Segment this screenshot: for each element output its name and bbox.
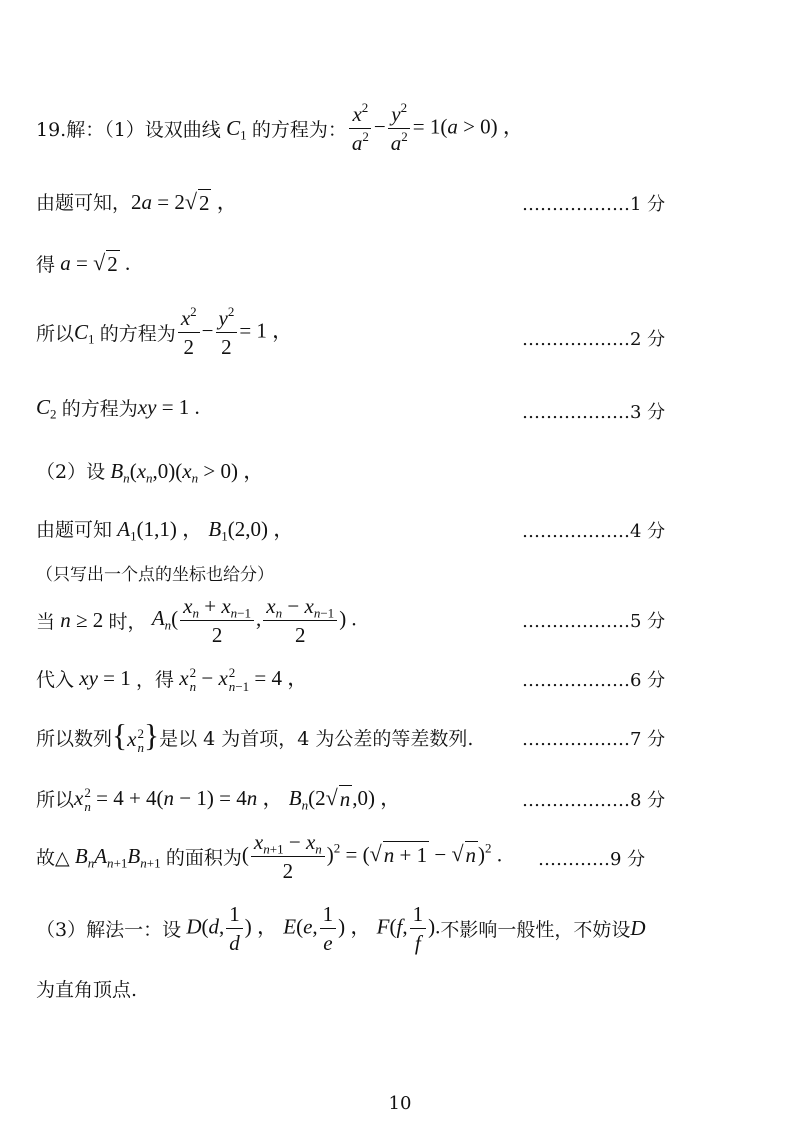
line-3-text: 得	[36, 254, 56, 276]
formula-an: $A_n$( $\frac{x_n + x_{n-1}}{2}$ , $\frac{x_n - x_{n-1}}{2}$ ) .	[151, 594, 357, 648]
score-4: ………………4 分	[522, 521, 666, 542]
score-3: ………………3 分	[522, 402, 666, 423]
score-5: ………………5 分	[522, 611, 666, 632]
solution-note	[36, 560, 274, 585]
solution-line-6	[36, 455, 264, 485]
formula-xy-1: xy = 1 .	[137, 395, 200, 419]
line-10-text-2: ，得	[136, 668, 175, 691]
solution-line-5	[36, 394, 200, 421]
formula-d: D	[630, 916, 646, 941]
line-2-text: 由题可知，	[36, 191, 132, 214]
score-2: ………………2 分	[522, 329, 666, 350]
line-4-text: 所以	[36, 323, 75, 346]
formula-c2-label: $C_2$	[36, 395, 57, 422]
formula-c1-equation: $\frac{x^2}{2}$ − $\frac{y^2}{2}$ = 1 ，	[176, 306, 293, 359]
line-6-text: （2）设	[36, 460, 106, 483]
line-13-text-2: 的面积为	[165, 847, 242, 870]
solution-line-13	[36, 830, 502, 883]
formula-2a: 2a = 2 √ 2 ，	[131, 189, 238, 215]
solution-line-15	[36, 975, 137, 1002]
formula-xn-squared: x 2 n = 4 + 4(n − 1) = 4n ， $B_n(2$ √ n ,0) ，	[74, 784, 402, 815]
line-12-text: 所以	[36, 788, 75, 811]
line-11-text: 所以数列	[36, 728, 113, 751]
line-1-text-2: 的方程为：	[251, 119, 347, 142]
score-1: ………………1 分	[522, 194, 666, 215]
formula-xy-1-sub: xy = 1	[79, 665, 137, 690]
score-7: ………………7 分	[522, 729, 666, 750]
solution-line-11	[36, 720, 473, 756]
solution-line-9	[36, 594, 357, 647]
line-9-text-2: 时，	[108, 611, 147, 634]
solution-line-2	[36, 186, 238, 216]
line-9-text: 当	[36, 611, 56, 634]
formula-c1-label: $C_1$	[74, 320, 95, 347]
solution-line-14	[36, 902, 646, 955]
note-text: （只写出一个点的坐标也给分）	[36, 565, 274, 585]
formula-a-value: a = √ 2 .	[60, 250, 131, 276]
solution-line-12	[36, 782, 401, 815]
line-4-text-2: 的方程为	[99, 323, 176, 346]
line-11-text-2: 是以 4 为首项，4 为公差的等差数列.	[159, 728, 474, 751]
page-number: 10	[388, 1093, 412, 1114]
line-10-text: 代入	[36, 668, 75, 691]
formula-a1-b1: $A_1(1,1)$ ， $B_1(2,0)$ ，	[117, 517, 295, 544]
solution-line-3	[36, 250, 130, 277]
line-15-text: 为直角顶点.	[36, 979, 138, 1001]
formula-c1: $C_1$	[226, 116, 247, 143]
line-5-text: 的方程为	[61, 398, 138, 420]
line-13-text: 故△	[36, 847, 70, 870]
formula-def: D(d, $\frac{1}{d}$ ) ， E(e, $\frac{1}{e}$ ) ， F(f, $\frac{1}{f}$ ).	[186, 902, 441, 956]
formula-n-ge-2: n ≥ 2	[60, 608, 109, 633]
formula-triangle: $B_nA_{n+1}B_{n+1}$	[74, 844, 161, 871]
solution-line-10	[36, 662, 308, 695]
score-8: ………………8 分	[522, 790, 666, 811]
score-6: ………………6 分	[522, 670, 666, 691]
score-9: …………9 分	[538, 849, 646, 870]
formula-xn-diff: x 2 n − x 2 n−1 = 4 ，	[179, 664, 309, 695]
formula-area: ( $\frac{x_{n+1} - x_n}{2}$ )$^2$ = ( √ n + 1 − √ n )$^2$ .	[241, 830, 503, 884]
line-7-text: 由题可知	[36, 518, 113, 541]
solution-line-7	[36, 513, 294, 543]
solution-line-4	[36, 303, 294, 360]
formula-sequence: {x 2 n }	[112, 718, 160, 756]
formula-hyperbola-general: $\frac{x^2}{a^2}$ − $\frac{y^2}{a^2}$ = 1(a > 0) ，	[347, 102, 524, 155]
line-14-text-2: 不影响一般性，不妨设	[440, 919, 631, 942]
line-14-text: （3）解法一：设	[36, 919, 182, 942]
line-1-text: 19.解：（1）设双曲线	[36, 119, 221, 142]
solution-line-1	[36, 99, 524, 156]
formula-bn: $B_n(x_n,0)(x_n > 0)$ ，	[110, 459, 265, 486]
